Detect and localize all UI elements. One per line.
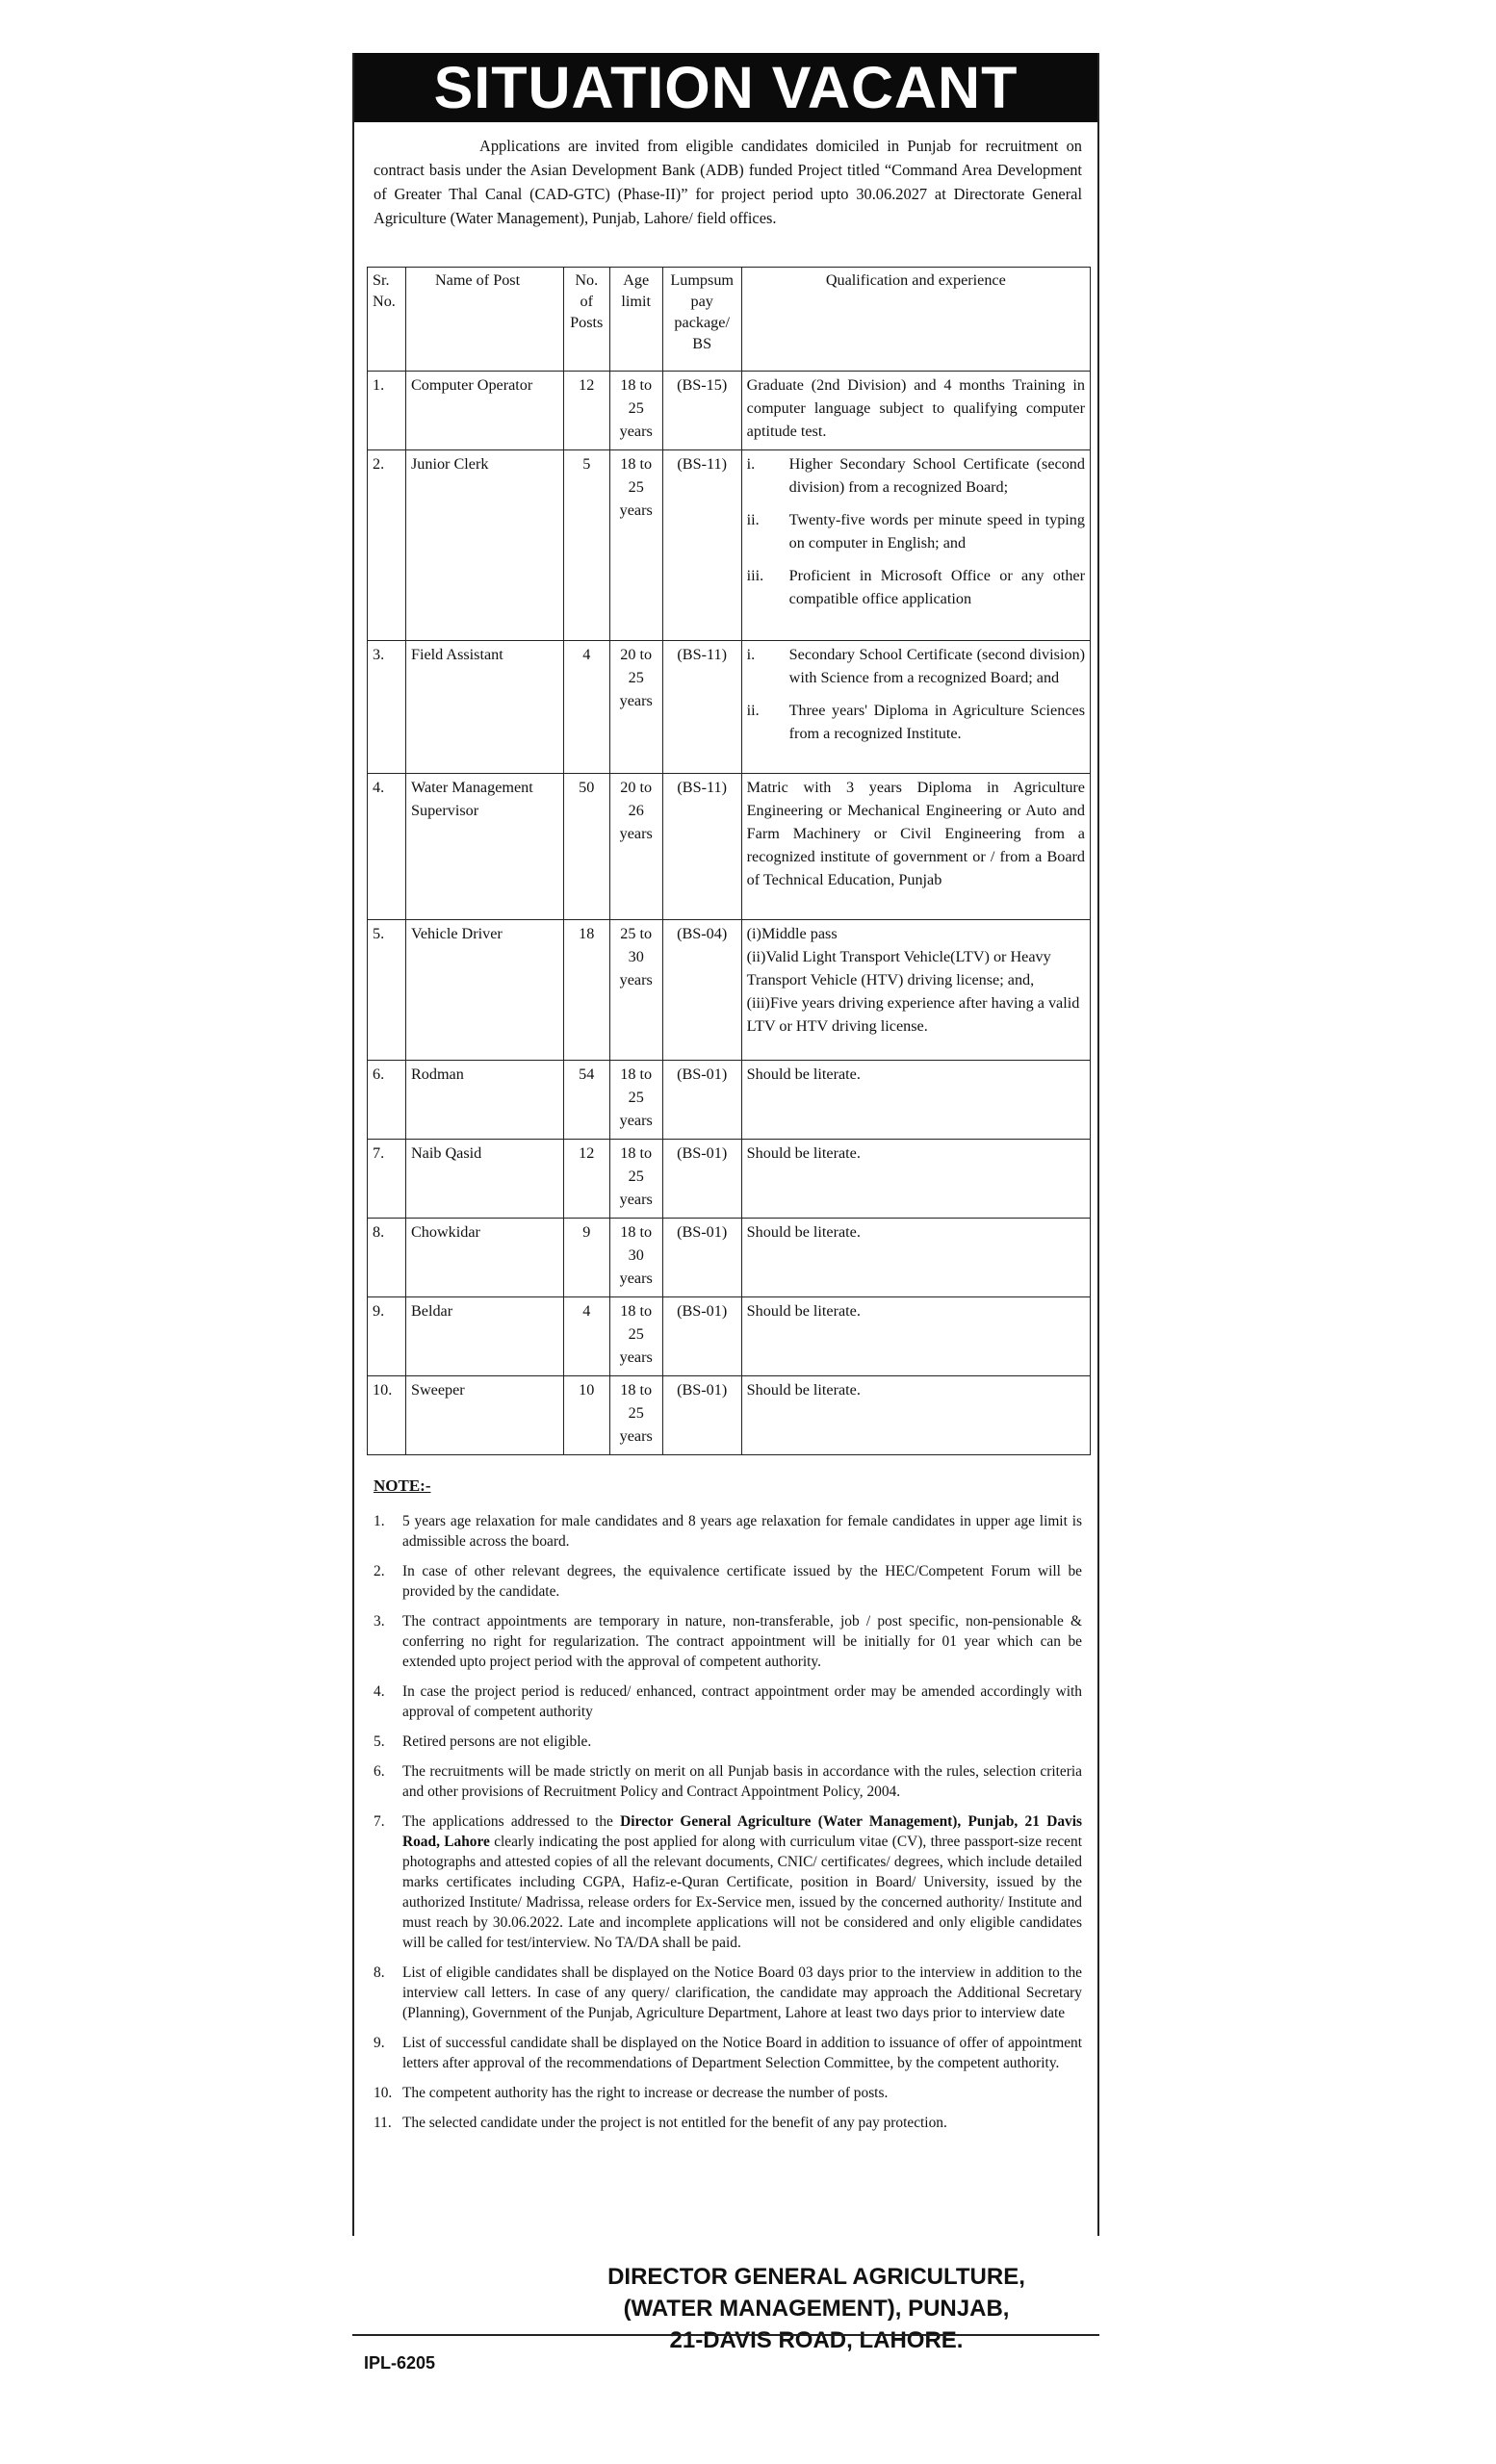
note-item [374,1761,1082,1802]
qualification-cell: Should be literate. [741,1376,1090,1455]
note-text: 5 years age relaxation for male candidates and 8 years age relaxation for female candidates in upper age limit is admissible across the board. [402,1513,1082,1550]
signature-line-3: 21-DAVIS ROAD, LAHORE. [669,2327,964,2353]
note-item [374,2033,1082,2073]
note-text: List of successful candidate shall be displayed on the Notice Board in addition to issuance of offer of appointment letters after approval of the recommendations of Department Selection Committee, by the competent authority. [402,2035,1082,2071]
note-number: 3. [374,1613,385,1630]
qualification-line: (iii)Five years driving experience after having a valid LTV or HTV driving license. [746,994,1080,1035]
item-text: Proficient in Microsoft Office or any other compatible office application [788,567,1085,607]
table-row [368,1376,1091,1455]
note-number: 2. [374,1563,385,1579]
qualification-cell [741,920,1090,1061]
qualification-item [747,452,1085,499]
note-number: 9. [374,2035,385,2051]
age-limit-cell: 18 to 25 years [609,372,662,450]
note-text: The competent authority has the right to increase or decrease the number of posts. [402,2085,889,2101]
age-limit-cell: 18 to 30 years [609,1219,662,1297]
pay-scale-cell: (BS-11) [662,450,741,641]
note-item [374,1511,1082,1552]
post-name-cell: Vehicle Driver [405,920,563,1061]
sr-cell: 10. [368,1376,406,1455]
note-text [402,1811,1082,1953]
pay-scale-cell: (BS-15) [662,372,741,450]
bottom-rule [352,2334,1099,2336]
header-age-limit: Age limit [609,268,662,372]
table-row [368,1219,1091,1297]
qualification-cell [741,450,1090,641]
sr-cell: 7. [368,1140,406,1219]
post-name-cell: Computer Operator [405,372,563,450]
pay-scale-cell: (BS-01) [662,1140,741,1219]
note-item [374,1681,1082,1722]
post-name-cell: Chowkidar [405,1219,563,1297]
signature-line-2: (WATER MANAGEMENT), PUNJAB, [623,2296,1010,2322]
note-number: 6. [374,1763,385,1780]
posts-count-cell: 9 [563,1219,609,1297]
qualification-item [747,643,1085,689]
sr-cell: 9. [368,1297,406,1376]
note-text: The selected candidate under the project is not entitled for the benefit of any pay protection. [402,2115,947,2131]
age-limit-cell: 18 to 25 years [609,1061,662,1140]
address-bold: Director General Agriculture (Water Management), Punjab, 21 Davis Road, Lahore [402,1813,1082,1850]
post-name-cell: Junior Clerk [405,450,563,641]
note-number: 11. [374,2115,392,2131]
age-limit-cell: 18 to 25 years [609,1297,662,1376]
pay-scale-cell: (BS-11) [662,641,741,774]
note-heading: NOTE:- [374,1476,431,1495]
note-number: 10. [374,2085,393,2101]
pay-scale-cell: (BS-01) [662,1376,741,1455]
sr-cell: 1. [368,372,406,450]
post-name-cell: Field Assistant [405,641,563,774]
item-marker: ii. [746,702,760,719]
item-text: Twenty-five words per minute speed in typing on computer in English; and [788,511,1085,552]
table-row [368,641,1091,774]
posts-count-cell: 10 [563,1376,609,1455]
sr-cell: 6. [368,1061,406,1140]
qualification-cell: Should be literate. [741,1140,1090,1219]
post-name-cell: Naib Qasid [405,1140,563,1219]
pay-scale-cell: (BS-11) [662,774,741,920]
note-text: The contract appointments are temporary in nature, non-transferable, job / post specific, non-pensionable & conferring no right for regularization. The contract appointment will be initially for 01 year which can be extended upto project period with the approval of competent authority. [402,1613,1082,1670]
note-item [374,2113,1082,2133]
item-marker: iii. [746,567,764,584]
table-row [368,372,1091,450]
header-no-of-posts: No. of Posts [563,268,609,372]
post-name-cell: Sweeper [405,1376,563,1455]
note-text: Retired persons are not eligible. [402,1733,592,1750]
posts-count-cell: 18 [563,920,609,1061]
qualification-line: (i)Middle pass [746,925,838,942]
note-number: 8. [374,1964,385,1981]
advertisement [352,53,1099,2373]
note-number: 1. [374,1513,385,1529]
note-number: 7. [374,1813,385,1830]
post-name-cell: Rodman [405,1061,563,1140]
age-limit-cell: 18 to 25 years [609,1140,662,1219]
intro-paragraph: Applications are invited from eligible candidates domiciled in Punjab for recruitment on contract basis under the Asian Development Bank (ADB) funded Project titled “Command Area Development of Greater Thal Canal (CAD-GTC) (Phase-II)” for project period upto 30.06.2027 at Directorate General Agriculture (Water Management), Punjab, Lahore/ field offices. [374,137,1082,227]
qualification-line: (ii)Valid Light Transport Vehicle(LTV) or Heavy Transport Vehicle (HTV) driving license; and, [746,948,1051,988]
note-item [374,2083,1082,2103]
age-limit-cell: 25 to 30 years [609,920,662,1061]
posts-count-cell: 54 [563,1061,609,1140]
age-limit-cell: 18 to 25 years [609,1376,662,1455]
item-marker: i. [746,455,756,473]
posts-count-cell: 50 [563,774,609,920]
notes-list [374,1511,1082,2143]
pay-scale-cell: (BS-01) [662,1297,741,1376]
table-row [368,450,1091,641]
item-text: Higher Secondary School Certificate (second division) from a recognized Board; [788,455,1085,496]
posts-count-cell: 12 [563,372,609,450]
item-marker: ii. [746,511,760,528]
qualification-cell: Graduate (2nd Division) and 4 months Training in computer language subject to qualifying computer aptitude test. [741,372,1090,450]
qualification-cell [741,641,1090,774]
signature-block [547,2261,1086,2356]
header-sr-no: Sr. No. [368,268,406,372]
item-text: Three years' Diploma in Agriculture Sciences from a recognized Institute. [788,702,1085,742]
qualification-item [747,564,1085,610]
posts-count-cell: 5 [563,450,609,641]
age-limit-cell: 20 to 26 years [609,774,662,920]
note-item [374,1611,1082,1672]
qualification-cell: Should be literate. [741,1297,1090,1376]
signature-line-1: DIRECTOR GENERAL AGRICULTURE, [607,2264,1025,2290]
sr-cell: 8. [368,1219,406,1297]
note-text: The recruitments will be made strictly on merit on all Punjab basis in accordance with the rules, selection criteria and other provisions of Recruitment Policy and Contract Appointment Policy, 2004. [402,1763,1082,1800]
header-pay-package: Lumpsum pay package/ BS [662,268,741,372]
note-text-post: clearly indicating the post applied for along with curriculum vitae (CV), three passport-size recent photographs and attested copies of all the relevant documents, CNIC/ certificates/ degrees, which include detailed marks certificates including CGPA, Hafiz-e-Quran Certificate, position in Board/ University, issued by the authorized Institute/ Madrissa, release orders for Ex-Service men, issued by the concerned authority/ Institute and must reach by 30.06.2022. Late and incomplete applications will not be considered and only eligible candidates will be called for test/interview. No TA/DA shall be paid. [402,1834,1082,1951]
age-limit-cell: 18 to 25 years [609,450,662,641]
sr-cell: 4. [368,774,406,920]
note-item [374,1811,1082,1953]
posts-count-cell: 4 [563,641,609,774]
sr-cell: 5. [368,920,406,1061]
item-marker: i. [746,646,756,663]
post-name-cell: Water Management Supervisor [405,774,563,920]
ad-code: IPL-6205 [364,2353,436,2373]
table-row [368,1061,1091,1140]
pay-scale-cell: (BS-04) [662,920,741,1061]
sr-cell: 3. [368,641,406,774]
qualification-item [747,699,1085,745]
table-row [368,774,1091,920]
header-qualification: Qualification and experience [741,268,1090,372]
note-item [374,1963,1082,2023]
note-text: In case the project period is reduced/ enhanced, contract appointment order may be amended accordingly with approval of competent authority [402,1683,1082,1720]
posts-table [367,267,1091,1455]
note-number: 5. [374,1733,385,1750]
qualification-item [747,508,1085,554]
table-row [368,1140,1091,1219]
post-name-cell: Beldar [405,1297,563,1376]
qualification-cell: Should be literate. [741,1219,1090,1297]
note-number: 4. [374,1683,385,1700]
note-text: List of eligible candidates shall be displayed on the Notice Board 03 days prior to the interview in addition to the interview call letters. In case of any query/ clarification, the candidate may approach the Additional Secretary (Planning), Government of the Punjab, Agriculture Department, Lahore at least two days prior to interview date [402,1964,1082,2021]
posts-count-cell: 4 [563,1297,609,1376]
note-item [374,1561,1082,1602]
posts-count-cell: 12 [563,1140,609,1219]
table-row [368,1297,1091,1376]
qualification-cell: Matric with 3 years Diploma in Agriculture Engineering or Mechanical Engineering or Auto and Farm Machinery or Civil Engineering from a recognized institute of government or / from a Board of Technical Education, Punjab [741,774,1090,920]
table-row [368,920,1091,1061]
note-item [374,1732,1082,1752]
note-text-pre: The applications addressed to the [402,1813,621,1830]
header-name-of-post: Name of Post [405,268,563,372]
headline-banner: SITUATION VACANT [354,53,1097,122]
pay-scale-cell: (BS-01) [662,1219,741,1297]
qualification-cell: Should be literate. [741,1061,1090,1140]
sr-cell: 2. [368,450,406,641]
item-text: Secondary School Certificate (second division) with Science from a recognized Board; and [788,646,1085,686]
age-limit-cell: 20 to 25 years [609,641,662,774]
note-text: In case of other relevant degrees, the equivalence certificate issued by the HEC/Competent Forum will be provided by the candidate. [402,1563,1082,1600]
pay-scale-cell: (BS-01) [662,1061,741,1140]
